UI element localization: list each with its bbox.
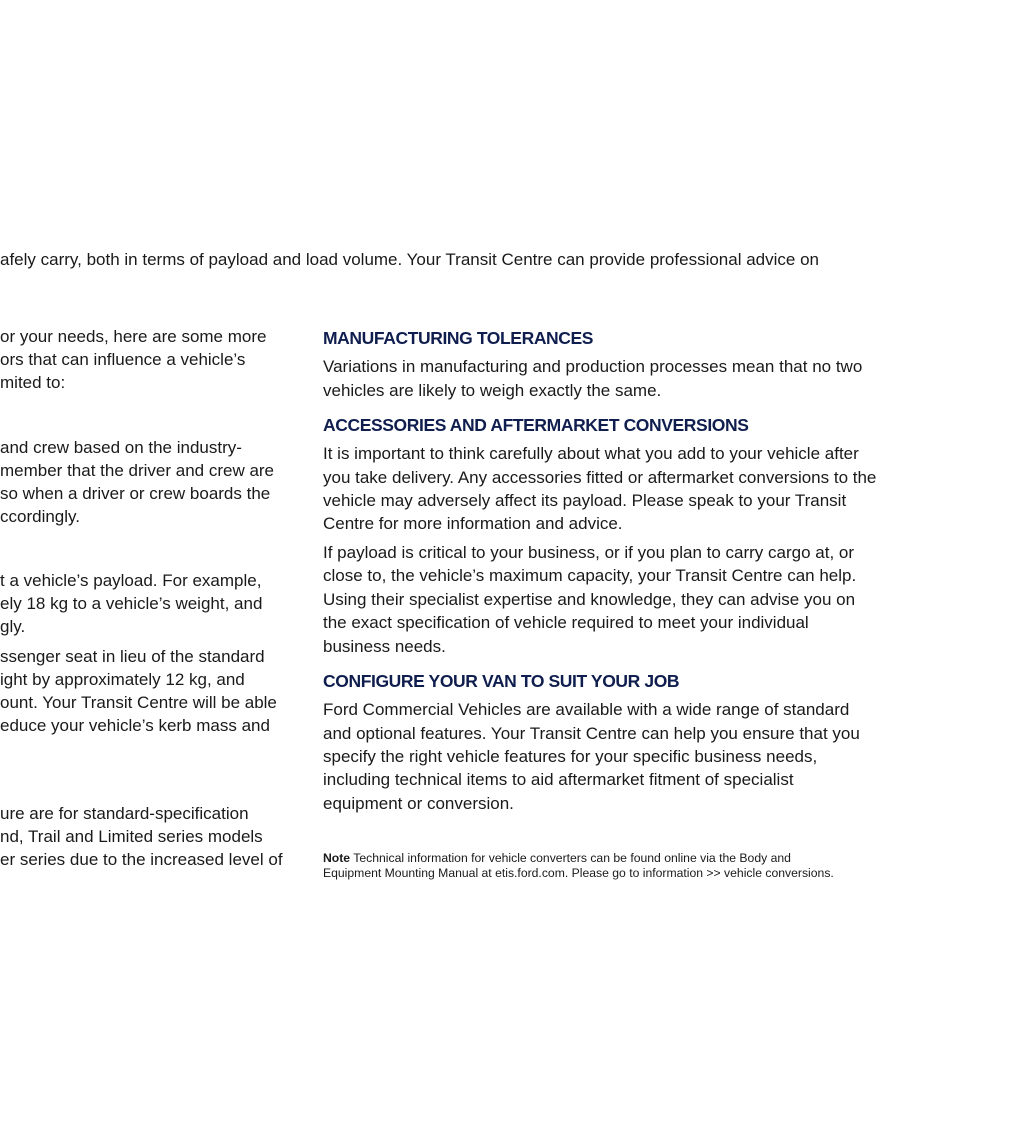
note-text: Technical information for vehicle converters can be found online via the Body and bbox=[350, 851, 791, 865]
note-line-2: Equipment Mounting Manual at etis.ford.com. Please go to information >> vehicle conversions. bbox=[323, 866, 834, 880]
left-para2-line: ccordingly. bbox=[0, 507, 80, 526]
accessories-heading: ACCESSORIES AND AFTERMARKET CONVERSIONS bbox=[323, 415, 749, 435]
intro-text: afely carry, both in terms of payload and load volume. Your Transit Centre can provide professional advice on bbox=[0, 250, 819, 269]
left-para5-line: er series due to the increased level of bbox=[0, 850, 283, 869]
note-line-1 bbox=[323, 851, 791, 866]
accessories-para2-line: close to, the vehicle’s maximum capacity, your Transit Centre can help. bbox=[323, 566, 857, 585]
accessories-para2-line: the exact specification of vehicle required to meet your individual bbox=[323, 613, 809, 632]
accessories-para1-line: It is important to think carefully about what you add to your vehicle after bbox=[323, 444, 859, 463]
manufacturing-heading: MANUFACTURING TOLERANCES bbox=[323, 328, 594, 348]
accessories-para2-line: Using their specialist expertise and knowledge, they can advise you on bbox=[323, 590, 856, 609]
left-para4-line: ount. Your Transit Centre will be able bbox=[0, 693, 277, 712]
configure-line: equipment or conversion. bbox=[323, 794, 514, 813]
left-para2-line: member that the driver and crew are bbox=[0, 461, 275, 480]
accessories-para1-line: vehicle may adversely affect its payload. Please speak to your Transit bbox=[323, 491, 847, 510]
left-para3-line: gly. bbox=[0, 617, 26, 636]
left-para3-line: t a vehicle’s payload. For example, bbox=[0, 571, 262, 590]
left-para5-line: nd, Trail and Limited series models bbox=[0, 827, 263, 846]
accessories-para1-line: Centre for more information and advice. bbox=[323, 514, 623, 533]
configure-line: Ford Commercial Vehicles are available with a wide range of standard bbox=[323, 700, 850, 719]
manufacturing-line: vehicles are likely to weigh exactly the same. bbox=[323, 381, 662, 400]
left-para2-line: so when a driver or crew boards the bbox=[0, 484, 271, 503]
configure-line: including technical items to aid aftermarket fitment of specialist bbox=[323, 770, 794, 789]
note-label: Note bbox=[323, 851, 351, 865]
configure-heading: CONFIGURE YOUR VAN TO SUIT YOUR JOB bbox=[323, 671, 680, 691]
left-para5-line: ure are for standard-specification bbox=[0, 804, 249, 823]
configure-line: specify the right vehicle features for your specific business needs, bbox=[323, 747, 818, 766]
left-para4-line: educe your vehicle’s kerb mass and bbox=[0, 716, 270, 735]
left-para1-line: mited to: bbox=[0, 373, 66, 392]
accessories-para2-line: business needs. bbox=[323, 637, 446, 656]
accessories-para2-line: If payload is critical to your business, or if you plan to carry cargo at, or bbox=[323, 543, 855, 562]
left-para4-line: ight by approximately 12 kg, and bbox=[0, 670, 245, 689]
left-para3-line: ely 18 kg to a vehicle’s weight, and bbox=[0, 594, 263, 613]
left-para4-line: ssenger seat in lieu of the standard bbox=[0, 647, 265, 666]
accessories-para1-line: you take delivery. Any accessories fitted or aftermarket conversions to the bbox=[323, 468, 877, 487]
configure-line: and optional features. Your Transit Centre can help you ensure that you bbox=[323, 724, 860, 743]
left-para2-line: and crew based on the industry- bbox=[0, 438, 242, 457]
left-para1-line: or your needs, here are some more bbox=[0, 327, 267, 346]
manufacturing-line: Variations in manufacturing and production processes mean that no two bbox=[323, 357, 863, 376]
left-para1-line: ors that can influence a vehicle’s bbox=[0, 350, 246, 369]
